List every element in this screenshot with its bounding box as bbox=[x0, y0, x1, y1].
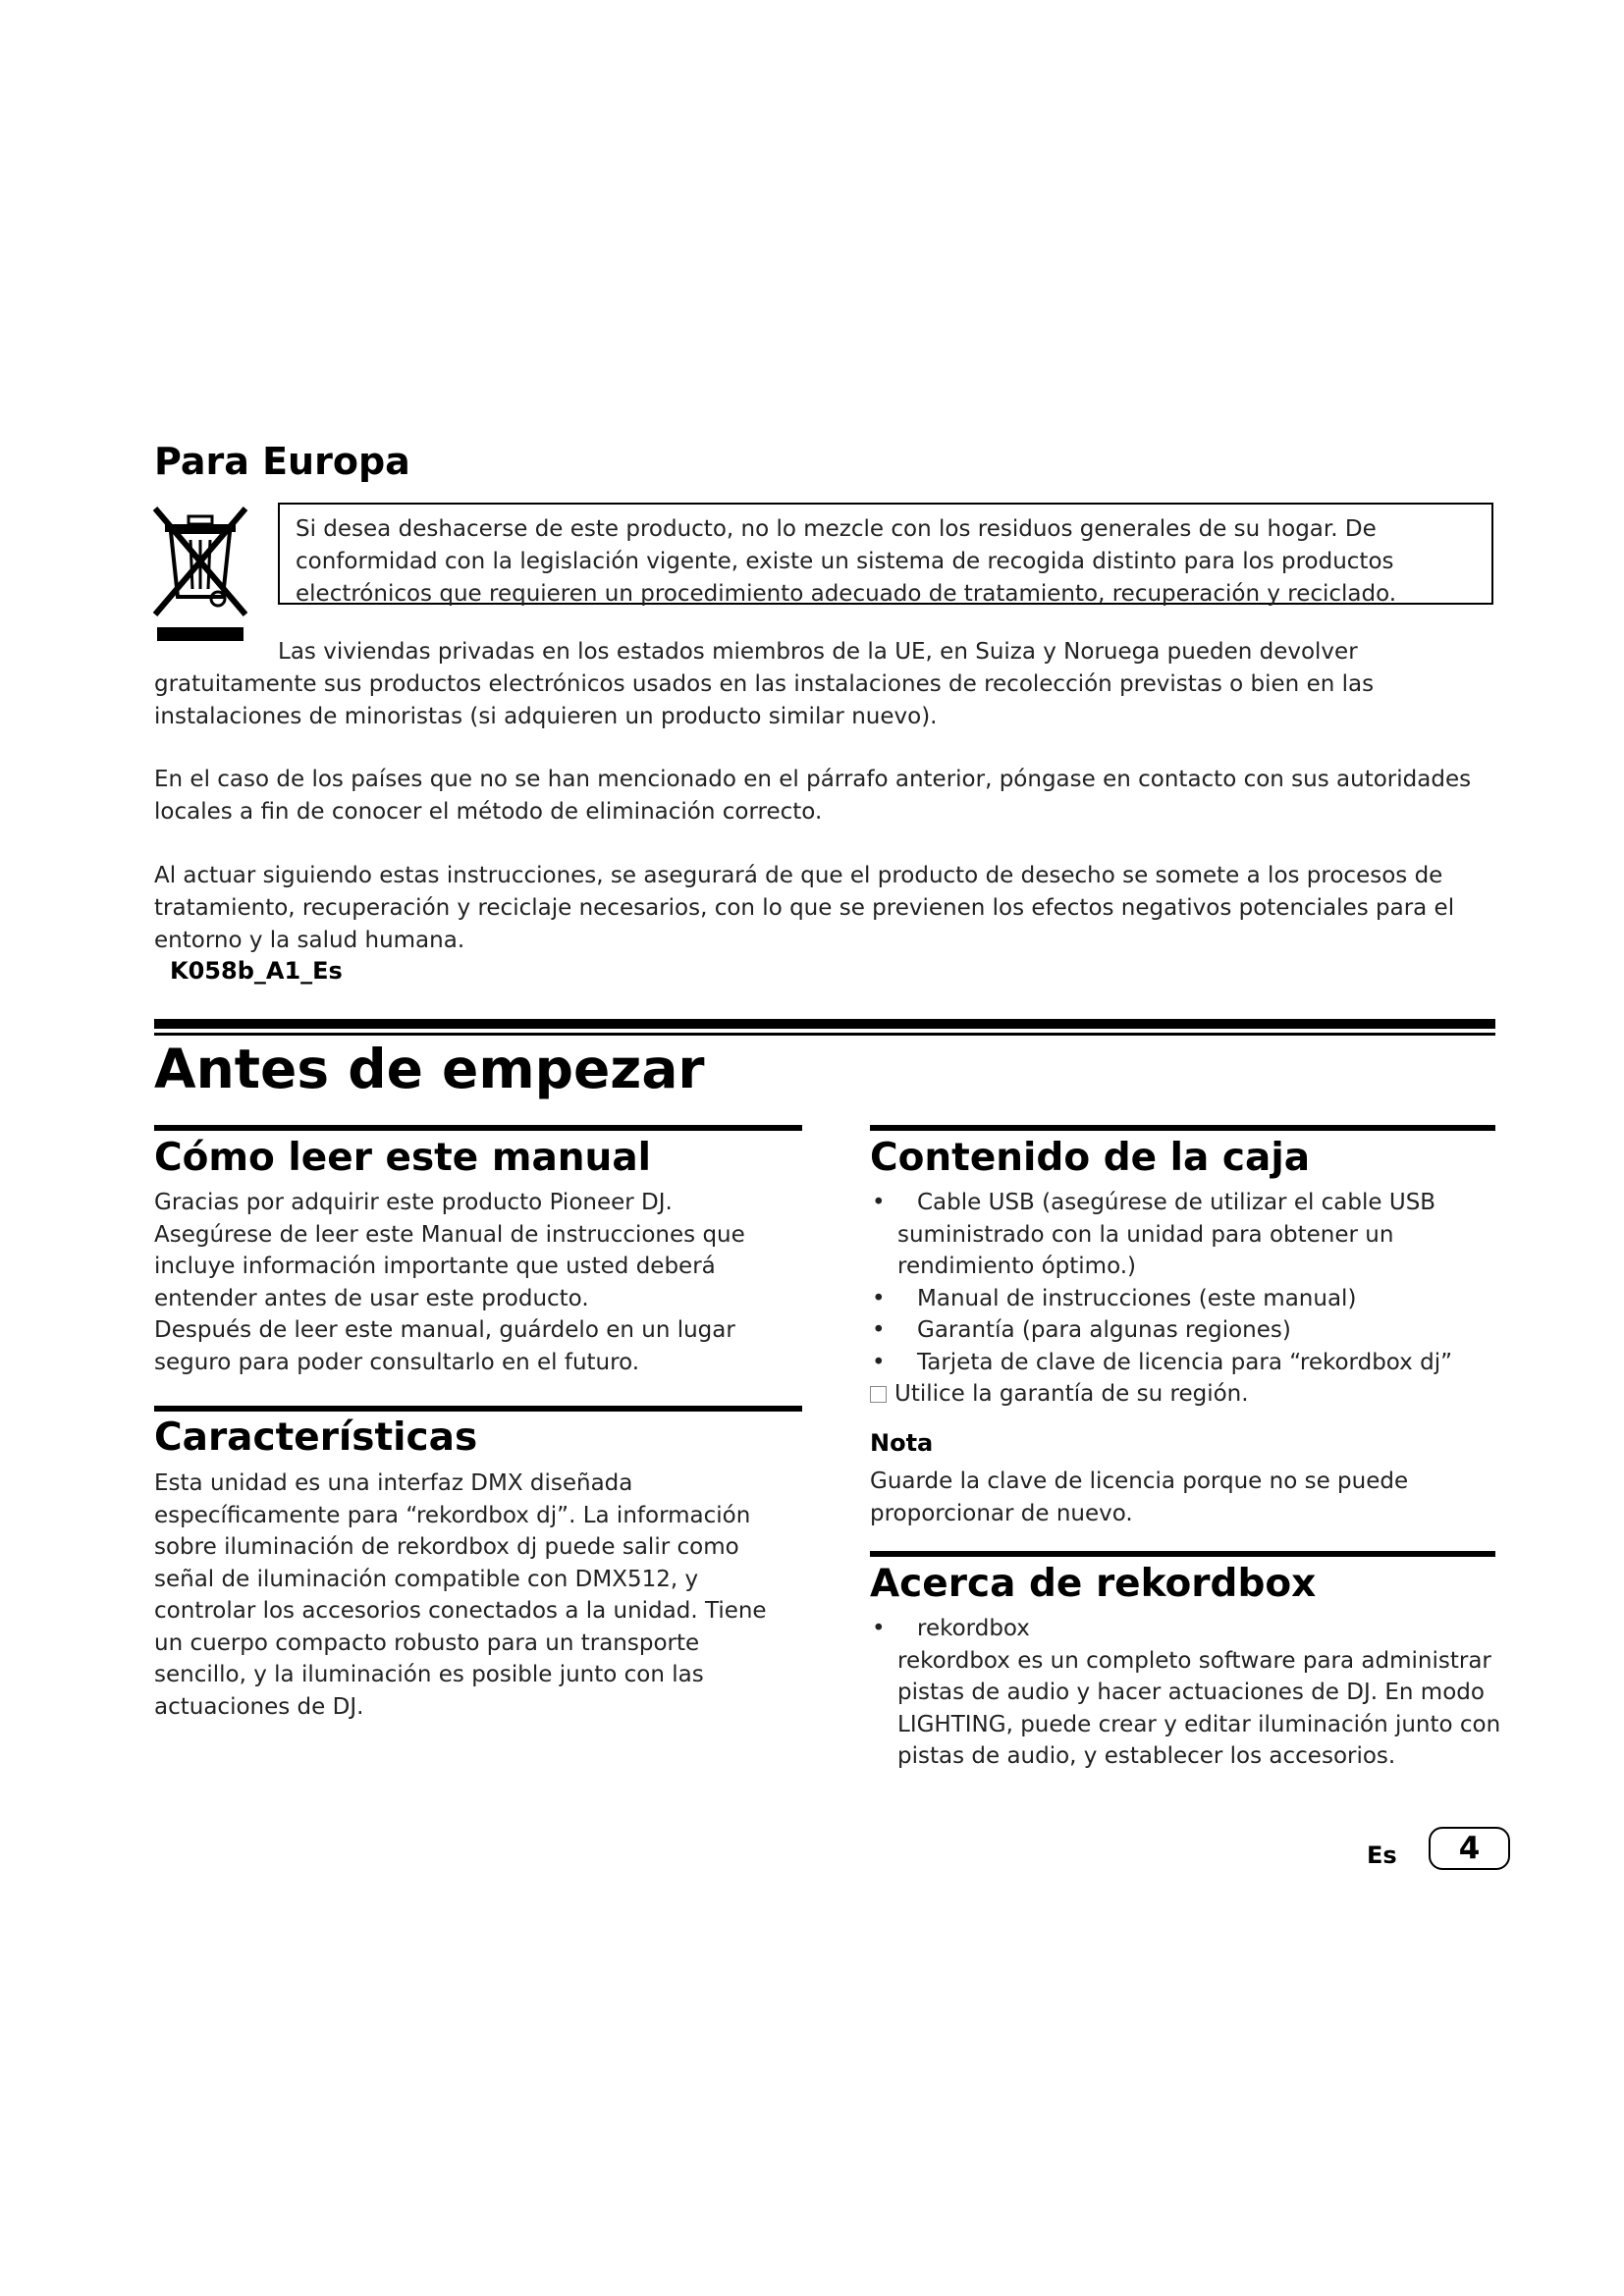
footer-language: Es bbox=[1367, 1842, 1397, 1869]
heading-box-contents: Contenido de la caja bbox=[870, 1136, 1311, 1180]
note-title: Nota bbox=[870, 1429, 934, 1457]
chapter-rule-thick bbox=[154, 1019, 1495, 1029]
box-contents-list bbox=[870, 1187, 1459, 1378]
europe-paragraph-1: Las viviendas privadas en los estados miembros de la UE, en Suiza y Noruega pueden devolver gratuitamente sus productos electrónicos usados en las instalaciones de recolección previstas o bien en las instalaciones de minoristas (si adquieren un producto similar nuevo). bbox=[154, 639, 1375, 729]
list-item: • Cable USB (asegúrese de utilizar el cable USB suministrado con la unidad para obtener un rendimiento óptimo.) bbox=[872, 1190, 1436, 1279]
box-contents-footnote bbox=[870, 1378, 1459, 1411]
list-item: • rekordbox bbox=[872, 1616, 1030, 1641]
how-to-read-line-1: Gracias por adquirir este producto Pioneer DJ. bbox=[154, 1190, 673, 1215]
page-number: 4 bbox=[1429, 1827, 1510, 1870]
document-code: K058b_A1_Es bbox=[170, 957, 343, 985]
section-rule-how-to-read bbox=[154, 1125, 802, 1131]
about-rekordbox-text: rekordbox es un completo software para administrar pistas de audio y hacer actuaciones de DJ. En modo LIGHTING, puede crear y editar iluminación junto con pistas de audio, y establecer los accesorios. bbox=[897, 1647, 1501, 1769]
note-text: Guarde la clave de licencia porque no se puede proporcionar de nuevo. bbox=[870, 1468, 1409, 1526]
heading-about-rekordbox: Acerca de rekordbox bbox=[870, 1562, 1317, 1606]
features-body: Esta unidad es una interfaz DMX diseñada específicamente para “rekordbox dj”. La información sobre iluminación de rekordbox dj puede salir como señal de iluminación compatible con DMX512, y controlar los accesorios conectados a la unidad. Tiene un cuerpo compacto robusto para un transporte sencillo, y la iluminación es posible junto con las actuaciones de DJ. bbox=[154, 1470, 767, 1720]
section-rule-about-rekordbox bbox=[870, 1551, 1495, 1557]
section-heading-europe: Para Europa bbox=[154, 440, 410, 483]
how-to-read-line-3: Después de leer este manual, guárdelo en un lugar seguro para poder consultarlo en el futuro. bbox=[154, 1317, 735, 1375]
europe-paragraph-2: En el caso de los países que no se han mencionado en el párrafo anterior, póngase en contacto con sus autoridades locales a fin de conocer el método de eliminación correcto. bbox=[154, 767, 1472, 825]
list-item: • Garantía (para algunas regiones) bbox=[872, 1317, 1291, 1343]
list-item: • Manual de instrucciones (este manual) bbox=[872, 1285, 1357, 1311]
footnote-marker-icon bbox=[870, 1386, 887, 1403]
about-rekordbox-list bbox=[870, 1613, 1508, 1645]
europe-paragraph-3: Al actuar siguiendo estas instrucciones, se asegurará de que el producto de desecho se somete a los procesos de tratamiento, recuperación y reciclaje necesarios, con lo que se previenen los efectos negativos potenciales para el entorno y la salud humana. bbox=[154, 863, 1455, 953]
list-item: • Tarjeta de clave de licencia para “rekordbox dj” bbox=[872, 1349, 1453, 1375]
disposal-notice-box: Si desea deshacerse de este producto, no lo mezcle con los residuos generales de su hogar. De conformidad con la legislación vigente, existe un sistema de recogida distinto para los productos electrónicos que requieren un procedimiento adecuado de tratamiento, recuperación y reciclado. bbox=[278, 503, 1493, 605]
section-rule-box-contents bbox=[870, 1125, 1495, 1131]
how-to-read-line-2: Asegúrese de leer este Manual de instrucciones que incluye información importante que usted deberá entender antes de usar este producto. bbox=[154, 1221, 745, 1311]
box-contents-list-wrap bbox=[870, 1187, 1459, 1411]
chapter-rule-thin bbox=[154, 1033, 1495, 1036]
about-rekordbox-body bbox=[870, 1613, 1508, 1773]
heading-how-to-read: Cómo leer este manual bbox=[154, 1136, 652, 1180]
heading-features: Características bbox=[154, 1415, 478, 1460]
chapter-title: Antes de empezar bbox=[154, 1038, 705, 1100]
how-to-read-body bbox=[154, 1187, 792, 1378]
section-rule-features bbox=[154, 1406, 802, 1412]
footnote-text: Utilice la garantía de su región. bbox=[894, 1381, 1249, 1407]
weee-crossed-bin-icon bbox=[149, 503, 251, 643]
